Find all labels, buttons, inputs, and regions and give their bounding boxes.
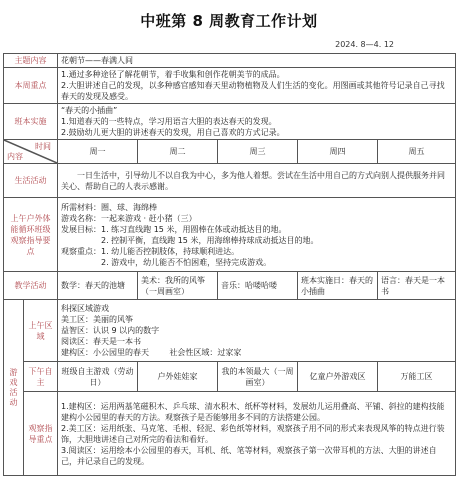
game-obs-line: 2.美工区：运用纸张、马克笔、毛根、轻泥、彩色纸等材料，观察孩子用不同的形式来表现风筝的特点进行装饰，大胆地讲述自己对所完的看法和看好。 <box>61 423 445 444</box>
game-pm-row <box>4 362 456 392</box>
teaching-label: 教学活动 <box>4 272 58 300</box>
day-header: 周五 <box>378 140 456 164</box>
game-am-label: 上午区域 <box>24 300 58 362</box>
game-pm-cell: 我的本领最大（一周画室） <box>218 362 298 392</box>
game-pm-label: 下午自主 <box>24 362 58 392</box>
header-time: 时间 <box>35 142 51 151</box>
game-obs-line: 3.阅读区：运用绘本小公园里的春天，耳机、纸、笔等材料，观察孩子第一次带耳机的方法、大胆的讲述自己，并记录自己的发现。 <box>61 445 437 466</box>
header-diagonal-cell <box>4 140 58 164</box>
game-am-line: 益智区：认识 9 以内的数字 <box>61 326 160 335</box>
outdoor-label: 上午户外体能循环班级观察指导要点 <box>4 198 58 272</box>
class-line: 2.鼓励幼儿更大胆的讲述春天的发现，用自己喜欢的方式记录。 <box>61 128 285 137</box>
teaching-cell: 音乐：哈喽哈喽 <box>218 272 298 300</box>
theme-value: 花朝节——春满人间 <box>58 54 456 68</box>
focus-line: 2.大胆讲述自己的发现，以多种感官感知春天里动物植物及人们生活的变化。用图画或其他符号记录自己寻找春天的发现及感受。 <box>61 81 445 101</box>
outdoor-line: 游戏名称：一起来游戏 · 赶小猪（三） <box>61 213 197 223</box>
theme-row <box>4 54 456 68</box>
day-header: 周一 <box>58 140 138 164</box>
outdoor-line: 2. 游戏中，幼儿能否不怕困难，坚持完成游戏。 <box>101 257 272 267</box>
day-header: 周三 <box>218 140 298 164</box>
outdoor-line: 所需材料：圈、球、海绵棒 <box>61 202 157 212</box>
page-title: 中班第 8 周教育工作计划 <box>140 12 318 30</box>
class-label: 班本实施 <box>4 104 58 140</box>
life-text: 一日生活中，引导幼儿不以自我为中心，多为他人着想。尝试在生活中用自己的方式向别人提供服务并同关心、帮助自己的人表示感谢。 <box>58 164 456 198</box>
teaching-cell: 数学：春天的池塘 <box>58 272 138 300</box>
focus-line: 1.通过多种途径了解花朝节，着手收集和创作花朝美节的成品。 <box>61 70 285 79</box>
game-am-line: 建构区：小公园里的春天 社会性区域：过家家 <box>61 348 242 357</box>
game-obs-label: 观察指导重点 <box>24 392 58 476</box>
day-header: 周二 <box>138 140 218 164</box>
outdoor-line: 2. 控制平衡，直线跑 15 米，用海绵棒持球成动抵达目的地。 <box>101 235 319 245</box>
teaching-cell: 班本实施日：春天的小插曲 <box>298 272 378 300</box>
class-line: “春天的小插曲” <box>61 106 118 115</box>
outdoor-content <box>58 198 456 272</box>
game-pm-cell: 万能工区 <box>378 362 456 392</box>
focus-label: 本周重点 <box>4 68 58 104</box>
game-am-line: 科探区域游戏 <box>61 304 109 313</box>
outdoor-line: 发展目标：1. 练习直线跑 15 米，用圆棒在体或动抵达目的地。 <box>61 224 287 234</box>
game-pm-cell: 亿童户外游戏区 <box>298 362 378 392</box>
header-content: 内容 <box>7 152 23 161</box>
theme-label: 主题内容 <box>4 54 58 68</box>
plan-table <box>3 53 456 476</box>
plan-date: 2024. 8—4. 12 <box>335 40 394 49</box>
teaching-cell: 语言：春天是一本书 <box>378 272 456 300</box>
header-row <box>4 140 456 164</box>
game-pm-cell: 户外娃娃家 <box>138 362 218 392</box>
class-row <box>4 104 456 140</box>
teaching-row <box>4 272 456 300</box>
game-label: 游戏活动 <box>4 300 24 476</box>
teaching-cell: 美术：我所的风筝（一周画室） <box>138 272 218 300</box>
game-am-line: 美工区：美丽的风筝 <box>61 315 133 324</box>
outdoor-line: 观察重点：1. 幼儿能否控制肢体，持球顺利进达。 <box>61 246 240 256</box>
game-am-line: 阅读区：春天是一本书 <box>61 337 141 346</box>
class-line: 1.知道春天的一些特点，学习用语言大胆的表达春天的发现。 <box>61 117 277 126</box>
outdoor-row <box>4 198 456 272</box>
life-label: 生活活动 <box>4 164 58 198</box>
day-header: 周四 <box>298 140 378 164</box>
class-content <box>58 104 456 140</box>
focus-content <box>58 68 456 104</box>
game-obs-line: 1.建构区：运用两基笔磁积木、乒乓球、清水积木、纸杯等材料，发展幼儿运用叠高、平铺、斜拉的建构技能建构小公园里的春天的方法。观察孩子是否能够用多不同的方法搭建公园。 <box>61 401 445 422</box>
game-obs-row <box>4 392 456 476</box>
game-am-content <box>58 300 456 362</box>
life-row <box>4 164 456 198</box>
focus-row <box>4 68 456 104</box>
game-am-row <box>4 300 456 362</box>
game-pm-cell: 班级自主游戏（劳动日） <box>58 362 138 392</box>
game-obs-content <box>58 392 456 476</box>
